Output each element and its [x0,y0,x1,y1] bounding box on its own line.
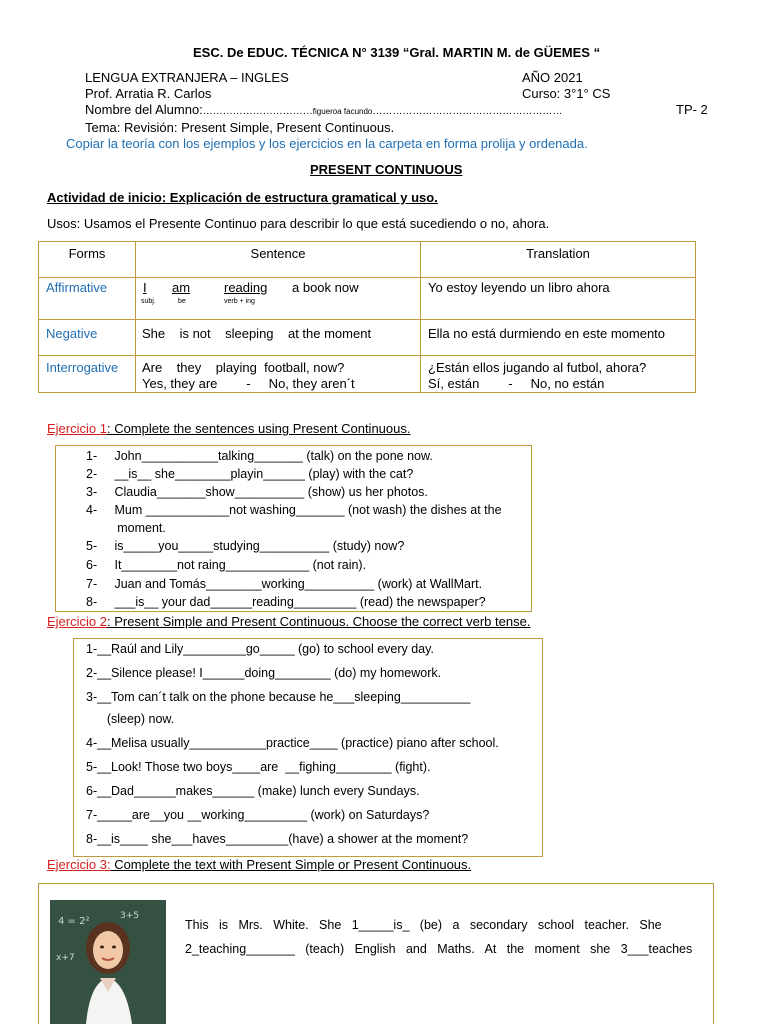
translation-cell: Yo estoy leyendo un libro ahora [421,278,696,320]
ex1-label: Ejercicio 1 [47,421,107,436]
ex1-item: moment. [86,521,166,535]
ex2-item: 7-_____are__you __working_________ (work) on Saturdays? [86,808,430,822]
structure-label: verb + ing [224,298,255,305]
tp-number: TP- 2 [676,102,708,117]
ex2-label: Ejercicio 2 [47,614,107,629]
grammar-table [38,241,696,393]
affirmative-word: a book now [292,280,359,295]
teacher-photo [50,900,166,1024]
ex3-title: Complete the text with Present Simple or Present Continuous. [110,857,472,872]
ex1-heading [47,421,410,436]
form-interrogative: Interrogative [39,356,136,393]
table-header: Sentence [136,242,421,278]
translation-line: ¿Están ellos jugando al futbol, ahora? [428,360,647,375]
affirmative-word: I [143,280,147,295]
ex2-item: 5-__Look! Those two boys____are __fighing________ (fight). [86,760,431,774]
ex1-item: 4- Mum ____________not washing_______ (not wash) the dishes at the [86,503,502,517]
ex2-title: : Present Simple and Present Continuous. Choose the correct verb tense. [106,614,531,629]
affirmative-word: am [172,280,191,295]
ex1-item: 3- Claudia_______show__________ (show) us her photos. [86,485,428,499]
subject: LENGUA EXTRANJERA – INGLES [85,70,289,85]
translation-cell [421,356,696,393]
teacher-photo-illustration [50,900,166,1024]
structure-label: subj. [141,298,156,305]
usos-text: Usos: Usamos el Presente Continuo para describir lo que está sucediendo o no, ahora. [47,216,550,231]
student-dots: …………………………… [202,106,313,117]
student-dots: ………………………………………………… [372,106,563,117]
sentence-line: Yes, they are - No, they aren´t [142,376,355,391]
form-affirmative: Affirmative [39,278,136,320]
ex1-item: 6- It________not raing____________ (not rain). [86,558,367,572]
section-title: PRESENT CONTINUOUS [310,162,463,177]
ex1-item: 5- is_____you_____studying__________ (study) now? [86,539,405,553]
ex1-item: 7- Juan and Tomás________working__________ (work) at WallMart. [86,577,483,591]
structure-label: be [178,298,186,305]
translation-line: Sí, están - No, no están [428,376,605,391]
ex1-title: : Complete the sentences using Present Continuous. [106,421,411,436]
teacher: Prof. Arratia R. Carlos [85,86,212,101]
topic: Tema: Revisión: Present Simple, Present Continuous. [85,120,395,135]
form-negative: Negative [39,320,136,356]
ex2-item: 1-__Raúl and Lily_________go_____ (go) to school every day. [86,642,434,656]
ex2-item: (sleep) now. [86,712,175,726]
svg-text:3+5: 3+5 [120,911,139,921]
ex3-label: Ejercicio 3: [47,857,111,872]
affirmative-word: reading [224,280,268,295]
ex3-line: This is Mrs. White. She 1_____is_ (be) a secondary school teacher. She [185,918,662,932]
ex2-item: 8-__is____ she___haves_________(have) a shower at the moment? [86,832,469,846]
svg-text:x+7: x+7 [56,953,75,963]
ex2-item: 6-__Dad______makes______ (make) lunch every Sundays. [86,784,420,798]
student-label: Nombre del Alumno: [85,102,203,117]
svg-text:4 = 2²: 4 = 2² [58,916,90,927]
translation-cell: Ella no está durmiendo en este momento [421,320,696,356]
sentence-line: Are they playing football, now? [142,360,345,375]
sentence-cell: She is not sleeping at the moment [136,320,421,356]
instruction: Copiar la teoría con los ejemplos y los ejercicios en la carpeta en forma prolija y ordenada. [66,136,588,151]
ex1-item: 1- John___________talking_______ (talk) on the pone now. [86,449,433,463]
year: AÑO 2021 [522,70,583,85]
ex2-item: 2-__Silence please! I______doing________ (do) my homework. [86,666,442,680]
ex3-heading [47,857,471,872]
ex2-item: 3-__Tom can´t talk on the phone because he___sleeping__________ [86,690,471,704]
course: Curso: 3°1° CS [522,86,611,101]
school-name: ESC. De EDUC. TÉCNICA N° 3139 “Gral. MARTIN M. de GÜEMES “ [193,45,601,60]
student-line [85,102,562,117]
sentence-cell [136,278,421,320]
student-name: figueroa facundo [312,107,373,116]
sentence-cell [136,356,421,393]
activity-title: Actividad de inicio: Explicación de estructura gramatical y uso. [47,190,438,205]
ex1-item: 8- ___is__ your dad______reading_________ (read) the newspaper? [86,595,486,609]
table-header: Translation [421,242,696,278]
ex1-item: 2- __is__ she________playin______ (play) with the cat? [86,467,414,481]
ex3-line: 2_teaching_______ (teach) English and Maths. At the moment she 3___teaches [185,942,693,956]
ex2-heading [47,614,530,629]
table-header: Forms [39,242,136,278]
ex2-item: 4-__Melisa usually___________practice____ (practice) piano after school. [86,736,499,750]
